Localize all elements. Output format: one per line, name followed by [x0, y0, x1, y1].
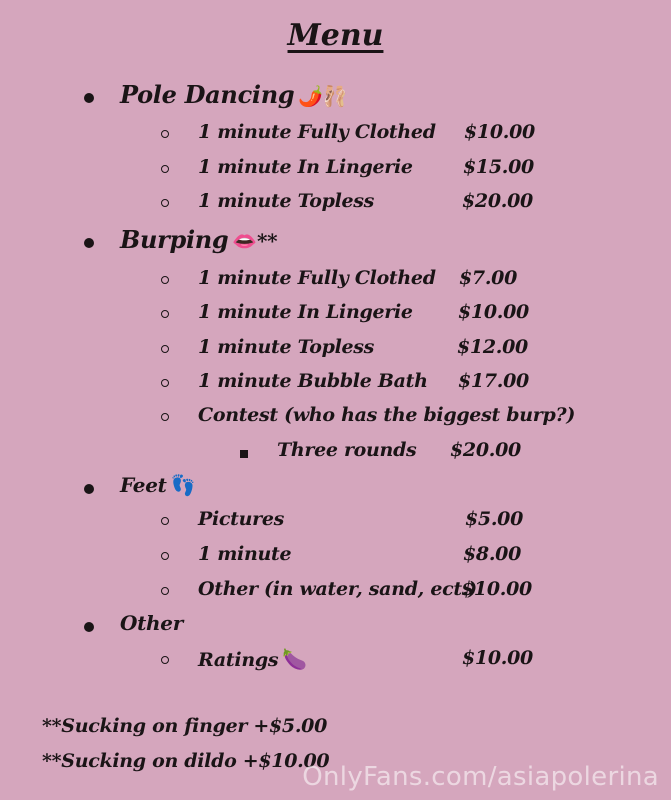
menu-title: Menu — [287, 18, 384, 53]
item-circle — [161, 345, 169, 353]
pole-item-price: $15.00 — [463, 156, 534, 178]
chili-ballet-emoji: 🌶️🩰 — [298, 84, 348, 108]
footprints-emoji: 👣 — [170, 473, 196, 497]
contest-subitem-price: $20.00 — [450, 439, 521, 461]
burp-item-price: $17.00 — [458, 370, 529, 392]
item-circle — [161, 587, 169, 595]
pole-item-label: 1 minute Fully Clothed — [198, 121, 436, 143]
pole-item-price: $20.00 — [462, 190, 533, 212]
pole-item-price: $10.00 — [464, 121, 535, 143]
burp-item-label: 1 minute In Lingerie — [198, 301, 413, 323]
section-pole-dancing: Pole Dancing 🌶️🩰 — [120, 80, 348, 109]
feet-item-price: $5.00 — [465, 508, 523, 530]
section-bullet — [84, 622, 94, 632]
contest-subitem-label: Three rounds — [277, 439, 417, 461]
item-circle — [161, 552, 169, 560]
other-item-label: Ratings 🍆 — [198, 647, 307, 671]
other-item-price: $10.00 — [462, 647, 533, 669]
item-circle — [161, 413, 169, 421]
section-bullet — [84, 238, 94, 248]
pole-item-label: 1 minute Topless — [198, 190, 375, 212]
watermark: OnlyFans.com/asiapolerina — [302, 762, 659, 792]
feet-item-label: Other (in water, sand, ect.) — [198, 578, 477, 600]
section-other: Other — [120, 611, 183, 635]
item-circle — [161, 276, 169, 284]
feet-item-price: $10.00 — [461, 578, 532, 600]
feet-item-label: Pictures — [198, 508, 285, 530]
feet-item-label: 1 minute — [198, 543, 292, 565]
eggplant-emoji: 🍆 — [282, 647, 307, 671]
item-circle — [161, 656, 169, 664]
burp-item-label: 1 minute Fully Clothed — [198, 267, 436, 289]
burp-item-label: 1 minute Bubble Bath — [198, 370, 428, 392]
lips-emoji: 👄** — [232, 229, 278, 253]
section-burping: Burping 👄** — [120, 225, 278, 254]
burp-item-price: $12.00 — [457, 336, 528, 358]
feet-item-price: $8.00 — [463, 543, 521, 565]
item-circle — [161, 130, 169, 138]
subitem-square — [240, 450, 248, 458]
burp-item-price: $10.00 — [458, 301, 529, 323]
section-feet: Feet 👣 — [120, 473, 196, 497]
burp-contest-label: Contest (who has the biggest burp?) — [198, 404, 576, 426]
item-circle — [161, 517, 169, 525]
item-circle — [161, 379, 169, 387]
footnote-dildo: **Sucking on dildo +$10.00 — [42, 750, 330, 772]
item-circle — [161, 310, 169, 318]
burp-item-price: $7.00 — [459, 267, 517, 289]
pole-item-label: 1 minute In Lingerie — [198, 156, 413, 178]
item-circle — [161, 199, 169, 207]
section-bullet — [84, 93, 94, 103]
burp-item-label: 1 minute Topless — [198, 336, 375, 358]
section-bullet — [84, 484, 94, 494]
item-circle — [161, 165, 169, 173]
footnote-finger: **Sucking on finger +$5.00 — [42, 715, 327, 737]
